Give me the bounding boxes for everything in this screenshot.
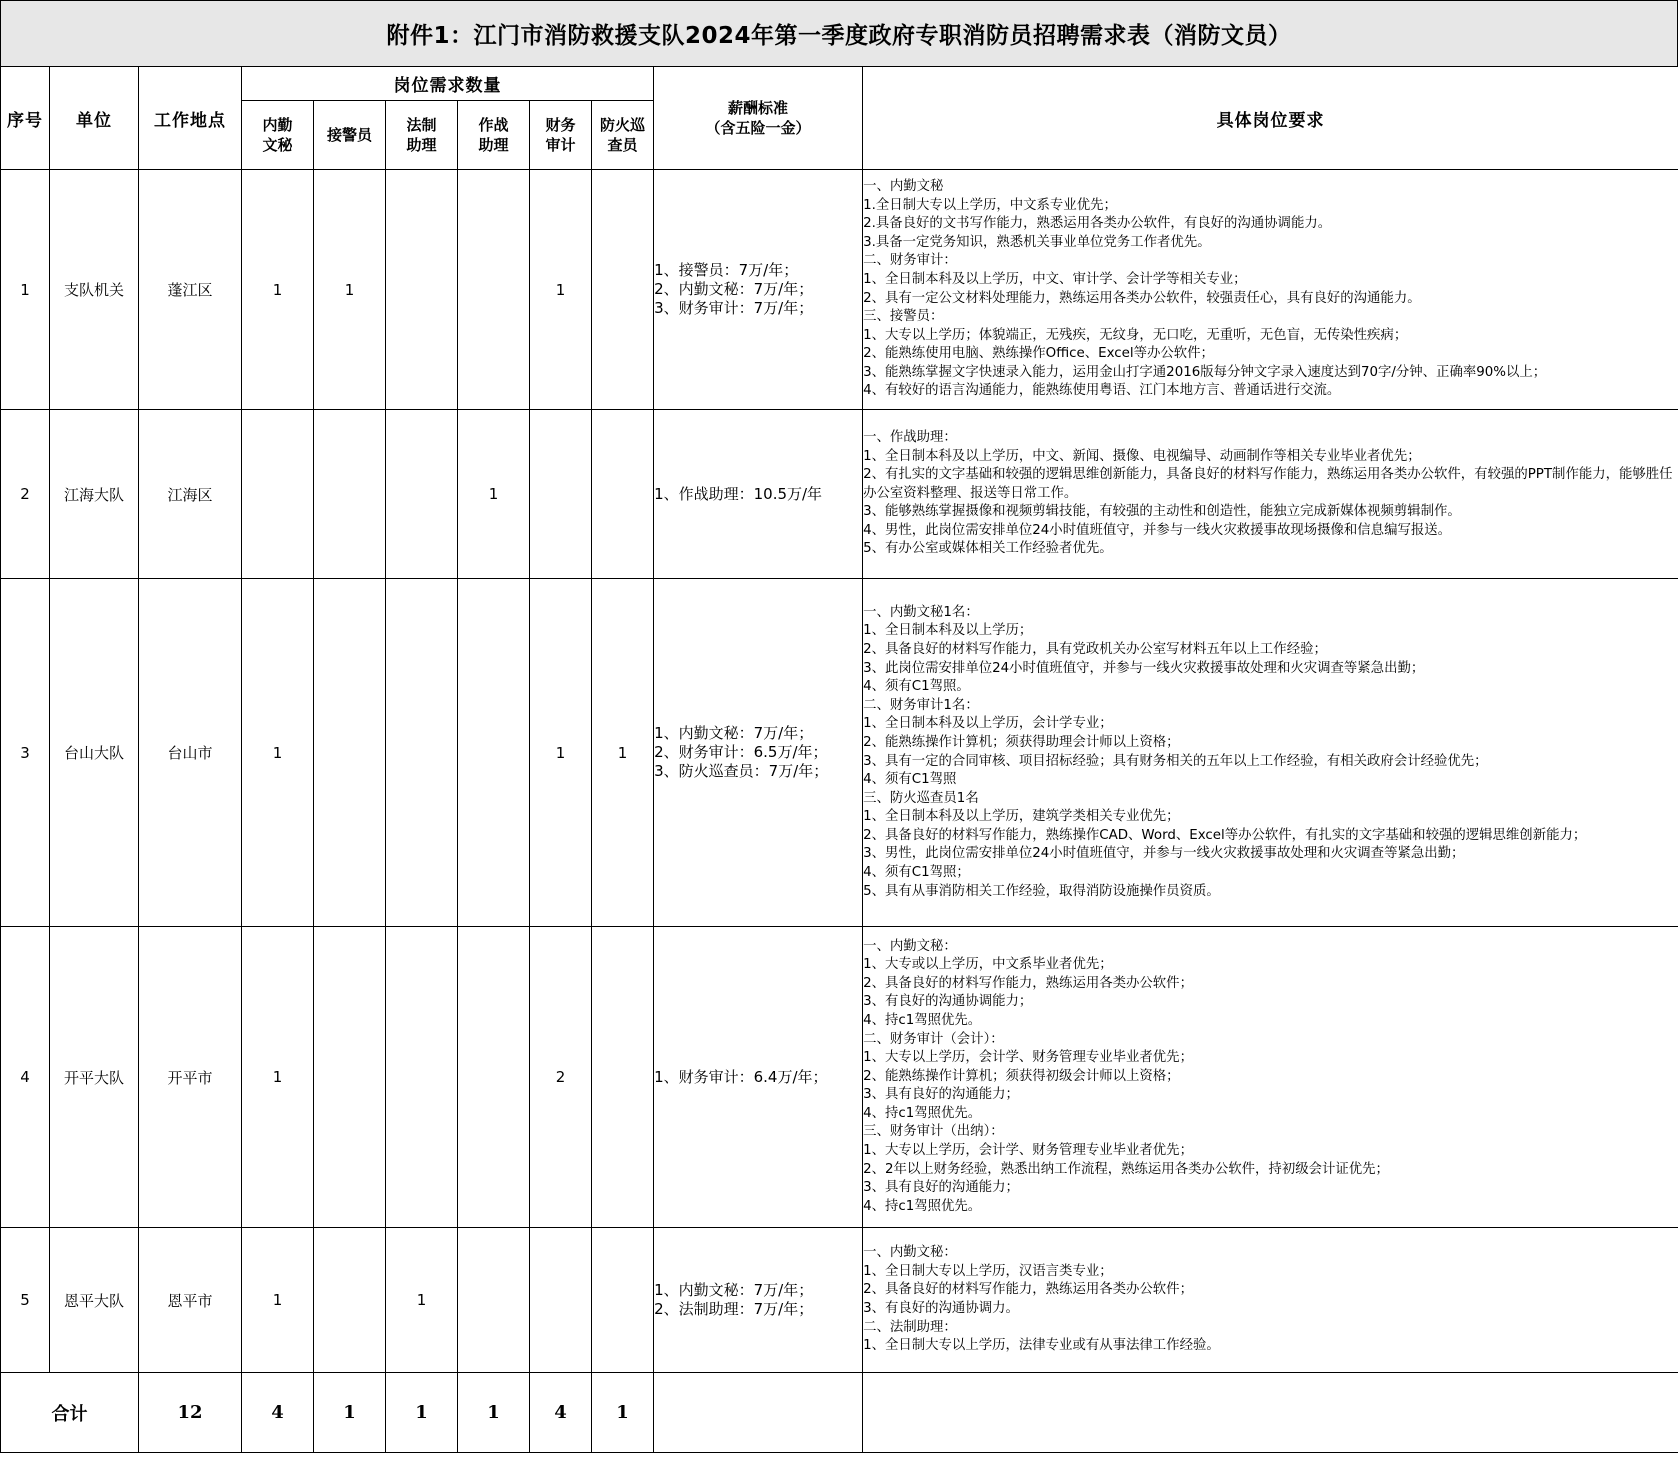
row-requirements: 一、内勤文秘： 1、大专或以上学历，中文系毕业者优先； 2、具备良好的材料写作能力，熟练运用各类办公软件； 3、有良好的沟通协调能力； 4、持c1驾照优先。 二、财务审计（会计）： 1、大专以上学历，会计学、财务管理专业毕业者优先； 2、能熟练操作计算机；须获得初级会计师以上资格； 3、具有良好的沟通能力； 4、持c1驾照优先。 三、财务审计（出纳）： 1、大专以上学历，会计学、财务管理专业毕业者优先； 2、2年以上财务经验，熟悉出纳工作流程，熟练运用各类办公软件，持初级会计证优先； 3、具有良好的沟通能力； 4、持c1驾照优先。: [863, 927, 1678, 1228]
header-requirements: 具体岗位要求: [863, 67, 1678, 170]
table-row: [1, 927, 1678, 1228]
row-zuozhan: [458, 170, 530, 410]
header-positions-group: 岗位需求数量: [242, 67, 654, 101]
total-jiejing: 1: [314, 1373, 386, 1453]
row-fanghuo: [592, 927, 654, 1228]
total-zuozhan: 1: [458, 1373, 530, 1453]
row-zuozhan: [458, 1228, 530, 1373]
header-unit: 单位: [50, 67, 139, 170]
table-row: [1, 1228, 1678, 1373]
row-fazhi: [386, 170, 458, 410]
header-seq: 序号: [1, 67, 50, 170]
row-location: 蓬江区: [139, 170, 242, 410]
row-unit: 恩平大队: [50, 1228, 139, 1373]
header-salary: 薪酬标准 （含五险一金）: [654, 67, 863, 170]
row-zuozhan: [458, 579, 530, 927]
row-jiejing: [314, 410, 386, 579]
row-requirements: 一、内勤文秘 1.全日制大专以上学历，中文系专业优先； 2.具备良好的文书写作能力，熟悉运用各类办公软件，有良好的沟通协调能力。 3.具备一定党务知识，熟悉机关事业单位党务工作者优先。 二、财务审计： 1、全日制本科及以上学历，中文、审计学、会计学等相关专业； 2、具有一定公文材料处理能力，熟练运用各类办公软件，较强责任心，具有良好的沟通能力。 三、接警员： 1、大专以上学历；体貌端正，无残疾，无纹身，无口吃，无重听，无色盲，无传染性疾病； 2、能熟练使用电脑、熟练操作Office、Excel等办公软件； 3、能熟练掌握文字快速录入能力，运用金山打字通2016版每分钟文字录入速度达到70字/分钟、正确率90%以上； 4、有较好的语言沟通能力，能熟练使用粤语、江门本地方言、普通话进行交流。: [863, 170, 1678, 410]
table-row: [1, 170, 1678, 410]
row-seq: 2: [1, 410, 50, 579]
header-pos-zuozhan: 作战 助理: [458, 101, 530, 170]
header-pos-neiqin: 内勤 文秘: [242, 101, 314, 170]
table-row: [1, 579, 1678, 927]
total-salary-empty: [654, 1373, 863, 1453]
row-caiwu: 1: [530, 579, 592, 927]
recruitment-table: [0, 66, 1678, 1453]
row-neiqin: 1: [242, 927, 314, 1228]
row-jiejing: [314, 579, 386, 927]
row-neiqin: [242, 410, 314, 579]
row-unit: 支队机关: [50, 170, 139, 410]
row-seq: 3: [1, 579, 50, 927]
row-fanghuo: [592, 410, 654, 579]
header-pos-jiejing: 接警员: [314, 101, 386, 170]
row-caiwu: 2: [530, 927, 592, 1228]
sheet-title: 附件1：江门市消防救援支队2024年第一季度政府专职消防员招聘需求表（消防文员）: [0, 0, 1678, 67]
total-count: 12: [139, 1373, 242, 1453]
header-pos-caiwu: 财务 审计: [530, 101, 592, 170]
row-jiejing: [314, 1228, 386, 1373]
row-unit: 开平大队: [50, 927, 139, 1228]
total-row: [1, 1373, 1678, 1453]
total-label: 合计: [1, 1373, 139, 1453]
row-neiqin: 1: [242, 1228, 314, 1373]
header-pos-fazhi: 法制 助理: [386, 101, 458, 170]
row-fazhi: [386, 927, 458, 1228]
row-requirements: 一、内勤文秘1名： 1、全日制本科及以上学历； 2、具备良好的材料写作能力，具有党政机关办公室写材料五年以上工作经验； 3、此岗位需安排单位24小时值班值守，并参与一线火灾救援事故处理和火灾调查等紧急出勤； 4、须有C1驾照。 二、财务审计1名： 1、全日制本科及以上学历，会计学专业； 2、能熟练操作计算机；须获得助理会计师以上资格； 3、具有一定的合同审核、项目招标经验；具有财务相关的五年以上工作经验，有相关政府会计经验优先； 4、须有C1驾照 三、防火巡查员1名 1、全日制本科及以上学历，建筑学类相关专业优先； 2、具备良好的材料写作能力，熟练操作CAD、Word、Excel等办公软件，有扎实的文字基础和较强的逻辑思维创新能力； 3、男性，此岗位需安排单位24小时值班值守，并参与一线火灾救援事故处理和火灾调查等紧急出勤； 4、须有C1驾照； 5、具有从事消防相关工作经验，取得消防设施操作员资质。: [863, 579, 1678, 927]
row-fazhi: 1: [386, 1228, 458, 1373]
row-location: 恩平市: [139, 1228, 242, 1373]
total-fazhi: 1: [386, 1373, 458, 1453]
row-unit: 台山大队: [50, 579, 139, 927]
row-neiqin: 1: [242, 170, 314, 410]
total-neiqin: 4: [242, 1373, 314, 1453]
row-caiwu: [530, 1228, 592, 1373]
table-row: [1, 410, 1678, 579]
row-unit: 江海大队: [50, 410, 139, 579]
row-zuozhan: [458, 927, 530, 1228]
header-row-1: [1, 67, 1678, 101]
row-fanghuo: [592, 1228, 654, 1373]
row-caiwu: [530, 410, 592, 579]
row-fanghuo: 1: [592, 579, 654, 927]
total-requirements-empty: [863, 1373, 1678, 1453]
row-fanghuo: [592, 170, 654, 410]
row-salary: 1、财务审计：6.4万/年；: [654, 927, 863, 1228]
row-seq: 4: [1, 927, 50, 1228]
total-caiwu: 4: [530, 1373, 592, 1453]
row-salary: 1、作战助理：10.5万/年: [654, 410, 863, 579]
row-seq: 5: [1, 1228, 50, 1373]
row-zuozhan: 1: [458, 410, 530, 579]
row-location: 开平市: [139, 927, 242, 1228]
row-fazhi: [386, 579, 458, 927]
row-salary: 1、内勤文秘：7万/年； 2、财务审计：6.5万/年； 3、防火巡查员：7万/年；: [654, 579, 863, 927]
row-salary: 1、接警员：7万/年； 2、内勤文秘：7万/年； 3、财务审计：7万/年；: [654, 170, 863, 410]
row-neiqin: 1: [242, 579, 314, 927]
total-fanghuo: 1: [592, 1373, 654, 1453]
row-requirements: 一、作战助理： 1、全日制本科及以上学历，中文、新闻、摄像、电视编导、动画制作等相关专业毕业者优先； 2、有扎实的文字基础和较强的逻辑思维创新能力，具备良好的材料写作能力，熟练运用各类办公软件，有较强的PPT制作能力，能够胜任办公室资料整理、报送等日常工作。 3、能够熟练掌握摄像和视频剪辑技能，有较强的主动性和创造性，能独立完成新媒体视频剪辑制作。 4、男性，此岗位需安排单位24小时值班值守，并参与一线火灾救援事故现场摄像和信息编写报送。 5、有办公室或媒体相关工作经验者优先。: [863, 410, 1678, 579]
header-location: 工作地点: [139, 67, 242, 170]
header-pos-fanghuo: 防火巡 查员: [592, 101, 654, 170]
row-caiwu: 1: [530, 170, 592, 410]
row-seq: 1: [1, 170, 50, 410]
row-fazhi: [386, 410, 458, 579]
row-requirements: 一、内勤文秘： 1、全日制大专以上学历，汉语言类专业； 2、具备良好的材料写作能力，熟练运用各类办公软件； 3、有良好的沟通协调力。 二、法制助理： 1、全日制大专以上学历，法律专业或有从事法律工作经验。: [863, 1228, 1678, 1373]
row-jiejing: 1: [314, 170, 386, 410]
row-jiejing: [314, 927, 386, 1228]
row-location: 台山市: [139, 579, 242, 927]
row-location: 江海区: [139, 410, 242, 579]
row-salary: 1、内勤文秘：7万/年； 2、法制助理：7万/年；: [654, 1228, 863, 1373]
